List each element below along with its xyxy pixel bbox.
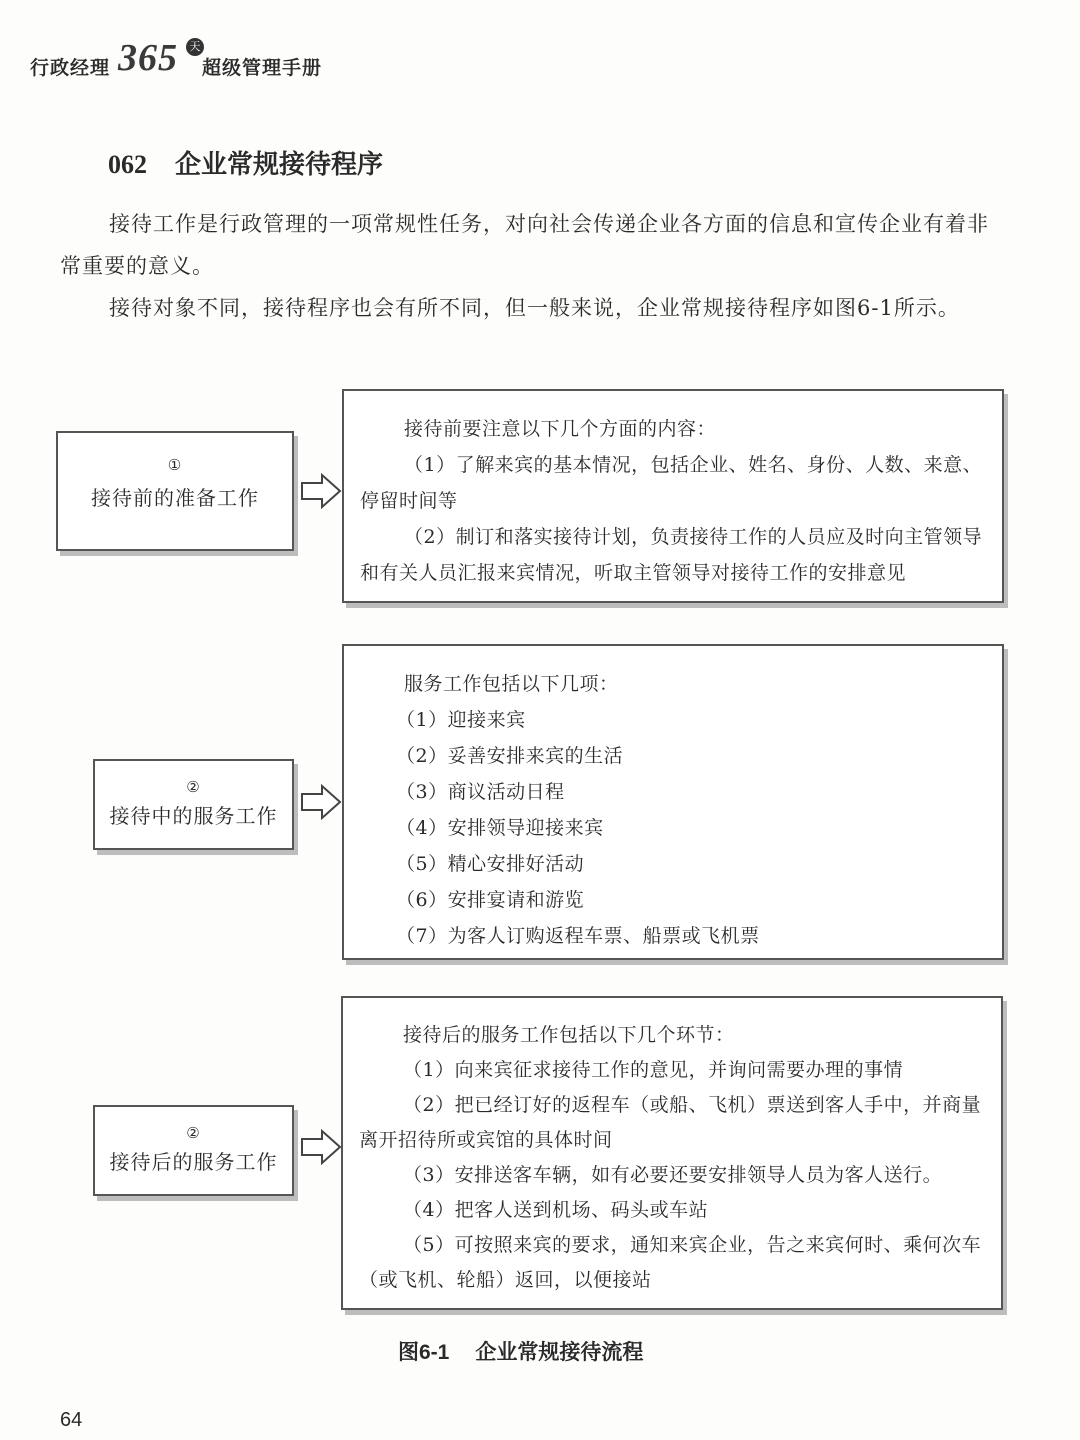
- flow-step-2-item: （4）安排领导迎接来宾: [396, 817, 604, 839]
- flow-step-3-item: （2）把已经订好的返程车（或船、飞机）票送到客人手中，并商量离开招待所或宾馆的具体时间: [359, 1094, 982, 1151]
- flow-step-3-item: （4）把客人送到机场、码头或车站: [403, 1199, 709, 1221]
- flow-step-2-title: 接待中的服务工作: [109, 804, 278, 828]
- header-day-badge: 天: [186, 38, 204, 56]
- section-number: 062: [108, 150, 147, 179]
- flow-step-3-detail-box: [341, 996, 1003, 1310]
- flow-step-2-item: （6）安排宴请和游览: [396, 889, 585, 911]
- flow-step-2-item: （1）迎接来宾: [396, 709, 526, 731]
- flow-step-2-arrow-icon: [300, 784, 342, 820]
- flow-step-1-marker: ①: [167, 456, 183, 474]
- flow-step-3-item: （1）向来宾征求接待工作的意见，并询问需要办理的事情: [403, 1059, 904, 1081]
- flow-step-3-marker: ②: [186, 1124, 201, 1142]
- flow-step-3-title: 接待后的服务工作: [109, 1150, 278, 1174]
- flow-step-3-item: （5）可按照来宾的要求，通知来宾企业，告之来宾何时、乘何次车（或飞机、轮船）返回，以便接站: [359, 1234, 982, 1291]
- section-title: 企业常规接待程序: [175, 150, 384, 180]
- body-paragraph-1: 接待工作是行政管理的一项常规性任务，对向社会传递企业各方面的信息和宣传企业有着非常重要的意义。: [60, 212, 989, 278]
- flow-step-2-item: （7）为客人订购返程车票、船票或飞机票: [396, 925, 760, 947]
- figure-caption: [398, 1336, 643, 1366]
- flow-step-3-intro: 接待后的服务工作包括以下几个环节：: [403, 1024, 735, 1046]
- flow-step-2-marker: ②: [186, 778, 201, 796]
- flow-step-1-item: （2）制订和落实接待计划，负责接待工作的人员应及时向主管领导和有关人员汇报来宾情况，听取主管领导对接待工作的安排意见: [360, 526, 983, 584]
- header-series-right: 超级管理手册: [202, 57, 323, 79]
- flow-step-1-item: （1）了解来宾的基本情况，包括企业、姓名、身份、人数、来意、停留时间等: [360, 454, 983, 512]
- flow-step-2-detail-box: [342, 644, 1004, 960]
- flow-step-2-item: （2）妥善安排来宾的生活: [396, 745, 624, 767]
- flow-step-2-item: （5）精心安排好活动: [396, 853, 585, 875]
- flow-step-3-arrow-icon: [300, 1129, 342, 1165]
- flow-step-1-arrow-icon: [300, 473, 342, 509]
- header-series-number: 365: [118, 37, 178, 79]
- flow-step-2-intro: 服务工作包括以下几项：: [404, 673, 619, 695]
- flow-step-3-label-box: [93, 1105, 294, 1196]
- flow-step-1-intro: 接待前要注意以下几个方面的内容：: [404, 418, 717, 440]
- section-heading: [108, 144, 383, 181]
- body-paragraph-2: 接待对象不同，接待程序也会有所不同，但一般来说，企业常规接待程序如图6-1所示。: [109, 296, 960, 320]
- flow-step-3-item: （3）安排送客车辆，如有必要还要安排领导人员为客人送行。: [403, 1164, 943, 1186]
- header-series-left: 行政经理: [30, 57, 111, 79]
- flow-step-1-title: 接待前的准备工作: [91, 486, 259, 510]
- flow-step-2-label-box: [93, 759, 294, 850]
- flow-step-1-detail-box: [342, 389, 1004, 603]
- figure-caption-text: 企业常规接待流程: [475, 1339, 644, 1364]
- flow-step-1-label-box: [56, 431, 294, 551]
- figure-number: 图6-1: [398, 1341, 450, 1364]
- page-number: 64: [60, 1409, 83, 1431]
- flow-step-2-item: （3）商议活动日程: [396, 781, 565, 803]
